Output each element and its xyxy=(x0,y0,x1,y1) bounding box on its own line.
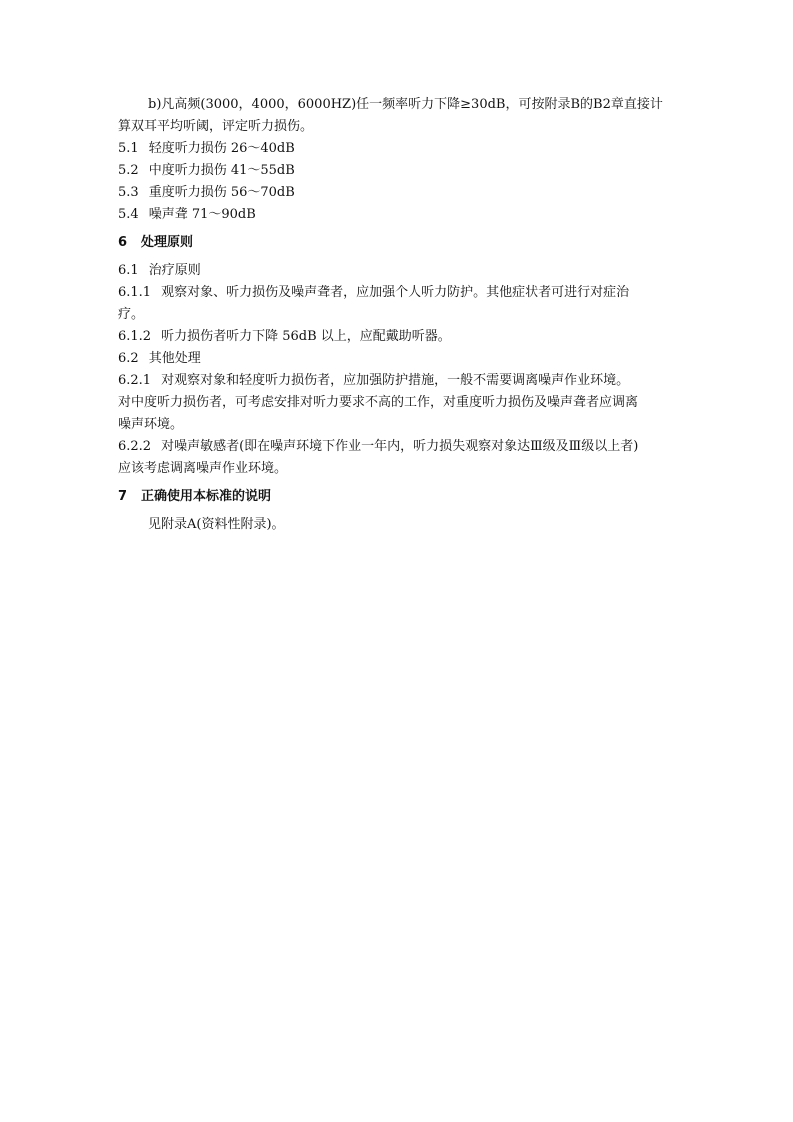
clause-6-1-1-number: 6.1.1 xyxy=(118,285,152,300)
item-5-2-number: 5.2 xyxy=(118,163,139,178)
item-5-3-text: 重度听力损伤 56～70dB xyxy=(148,185,295,200)
clause-6-1-2-text: 听力损伤者听力下降 56dB 以上，应配戴助听器。 xyxy=(161,329,451,344)
section-6-title: 处理原则 xyxy=(141,235,194,250)
clause-6-2-1-line1 xyxy=(118,370,678,392)
subsection-6-2-title: 其他处理 xyxy=(148,351,201,366)
subsection-6-1-number: 6.1 xyxy=(118,263,139,278)
item-5-4-number: 5.4 xyxy=(118,207,139,222)
clause-6-2-1-line2: 对中度听力损伤者，可考虑安排对听力要求不高的工作，对重度听力损伤及噪声聋者应调离 xyxy=(118,395,639,410)
clause-6-1-1-line1 xyxy=(118,282,678,304)
item-5-1-number: 5.1 xyxy=(118,141,139,156)
subsection-6-1-title: 治疗原则 xyxy=(148,263,201,278)
item-5-1-text: 轻度听力损伤 26～40dB xyxy=(148,141,295,156)
section-7-heading xyxy=(118,486,678,508)
item-5-2 xyxy=(118,160,678,182)
clause-6-2-2-line2: 应该考虑调离噪声作业环境。 xyxy=(118,461,288,476)
clause-6-1-1-text: 观察对象、听力损伤及噪声聋者，应加强个人听力防护。其他症状者可进行对症治 xyxy=(161,285,630,300)
section-7-number: 7 xyxy=(118,489,128,504)
item-5-4 xyxy=(118,204,678,226)
subsection-6-1 xyxy=(118,260,678,282)
item-5-4-text: 噪声聋 71～90dB xyxy=(148,207,256,222)
clause-6-2-2-number: 6.2.2 xyxy=(118,439,152,454)
clause-6-1-1-line2: 疗。 xyxy=(118,307,145,322)
subsection-6-2-number: 6.2 xyxy=(118,351,139,366)
item-5-3-number: 5.3 xyxy=(118,185,139,200)
clause-6-2-2-text: 对噪声敏感者(即在噪声环境下作业一年内，听力损失观察对象达Ⅲ级及Ⅲ级以上者) xyxy=(161,439,639,454)
item-5-1 xyxy=(118,138,678,160)
clause-6-2-1-text: 对观察对象和轻度听力损伤者，应加强防护措施，一般不需要调离噪声作业环境。 xyxy=(161,373,630,388)
item-5-3 xyxy=(118,182,678,204)
clause-6-2-1-line3: 噪声环境。 xyxy=(118,417,184,432)
clause-6-2-2-line1 xyxy=(118,436,678,458)
item-5-2-text: 中度听力损伤 41～55dB xyxy=(148,163,295,178)
section-7-title: 正确使用本标准的说明 xyxy=(141,489,272,504)
para-b-line2: 算双耳平均听阈，评定听力损伤。 xyxy=(118,119,314,134)
para-b-line1: b)凡高频(3000，4000，6000HZ)任一频率听力下降≥30dB，可按附录B的B2章直接计 xyxy=(148,97,663,112)
clause-6-1-2 xyxy=(118,326,678,348)
clause-6-2-1-number: 6.2.1 xyxy=(118,373,152,388)
section-6-number: 6 xyxy=(118,235,128,250)
section-7-text: 见附录A(资料性附录)。 xyxy=(148,517,285,532)
clause-6-1-2-number: 6.1.2 xyxy=(118,329,152,344)
subsection-6-2 xyxy=(118,348,678,370)
section-6-heading xyxy=(118,232,678,254)
document-page xyxy=(118,94,678,536)
